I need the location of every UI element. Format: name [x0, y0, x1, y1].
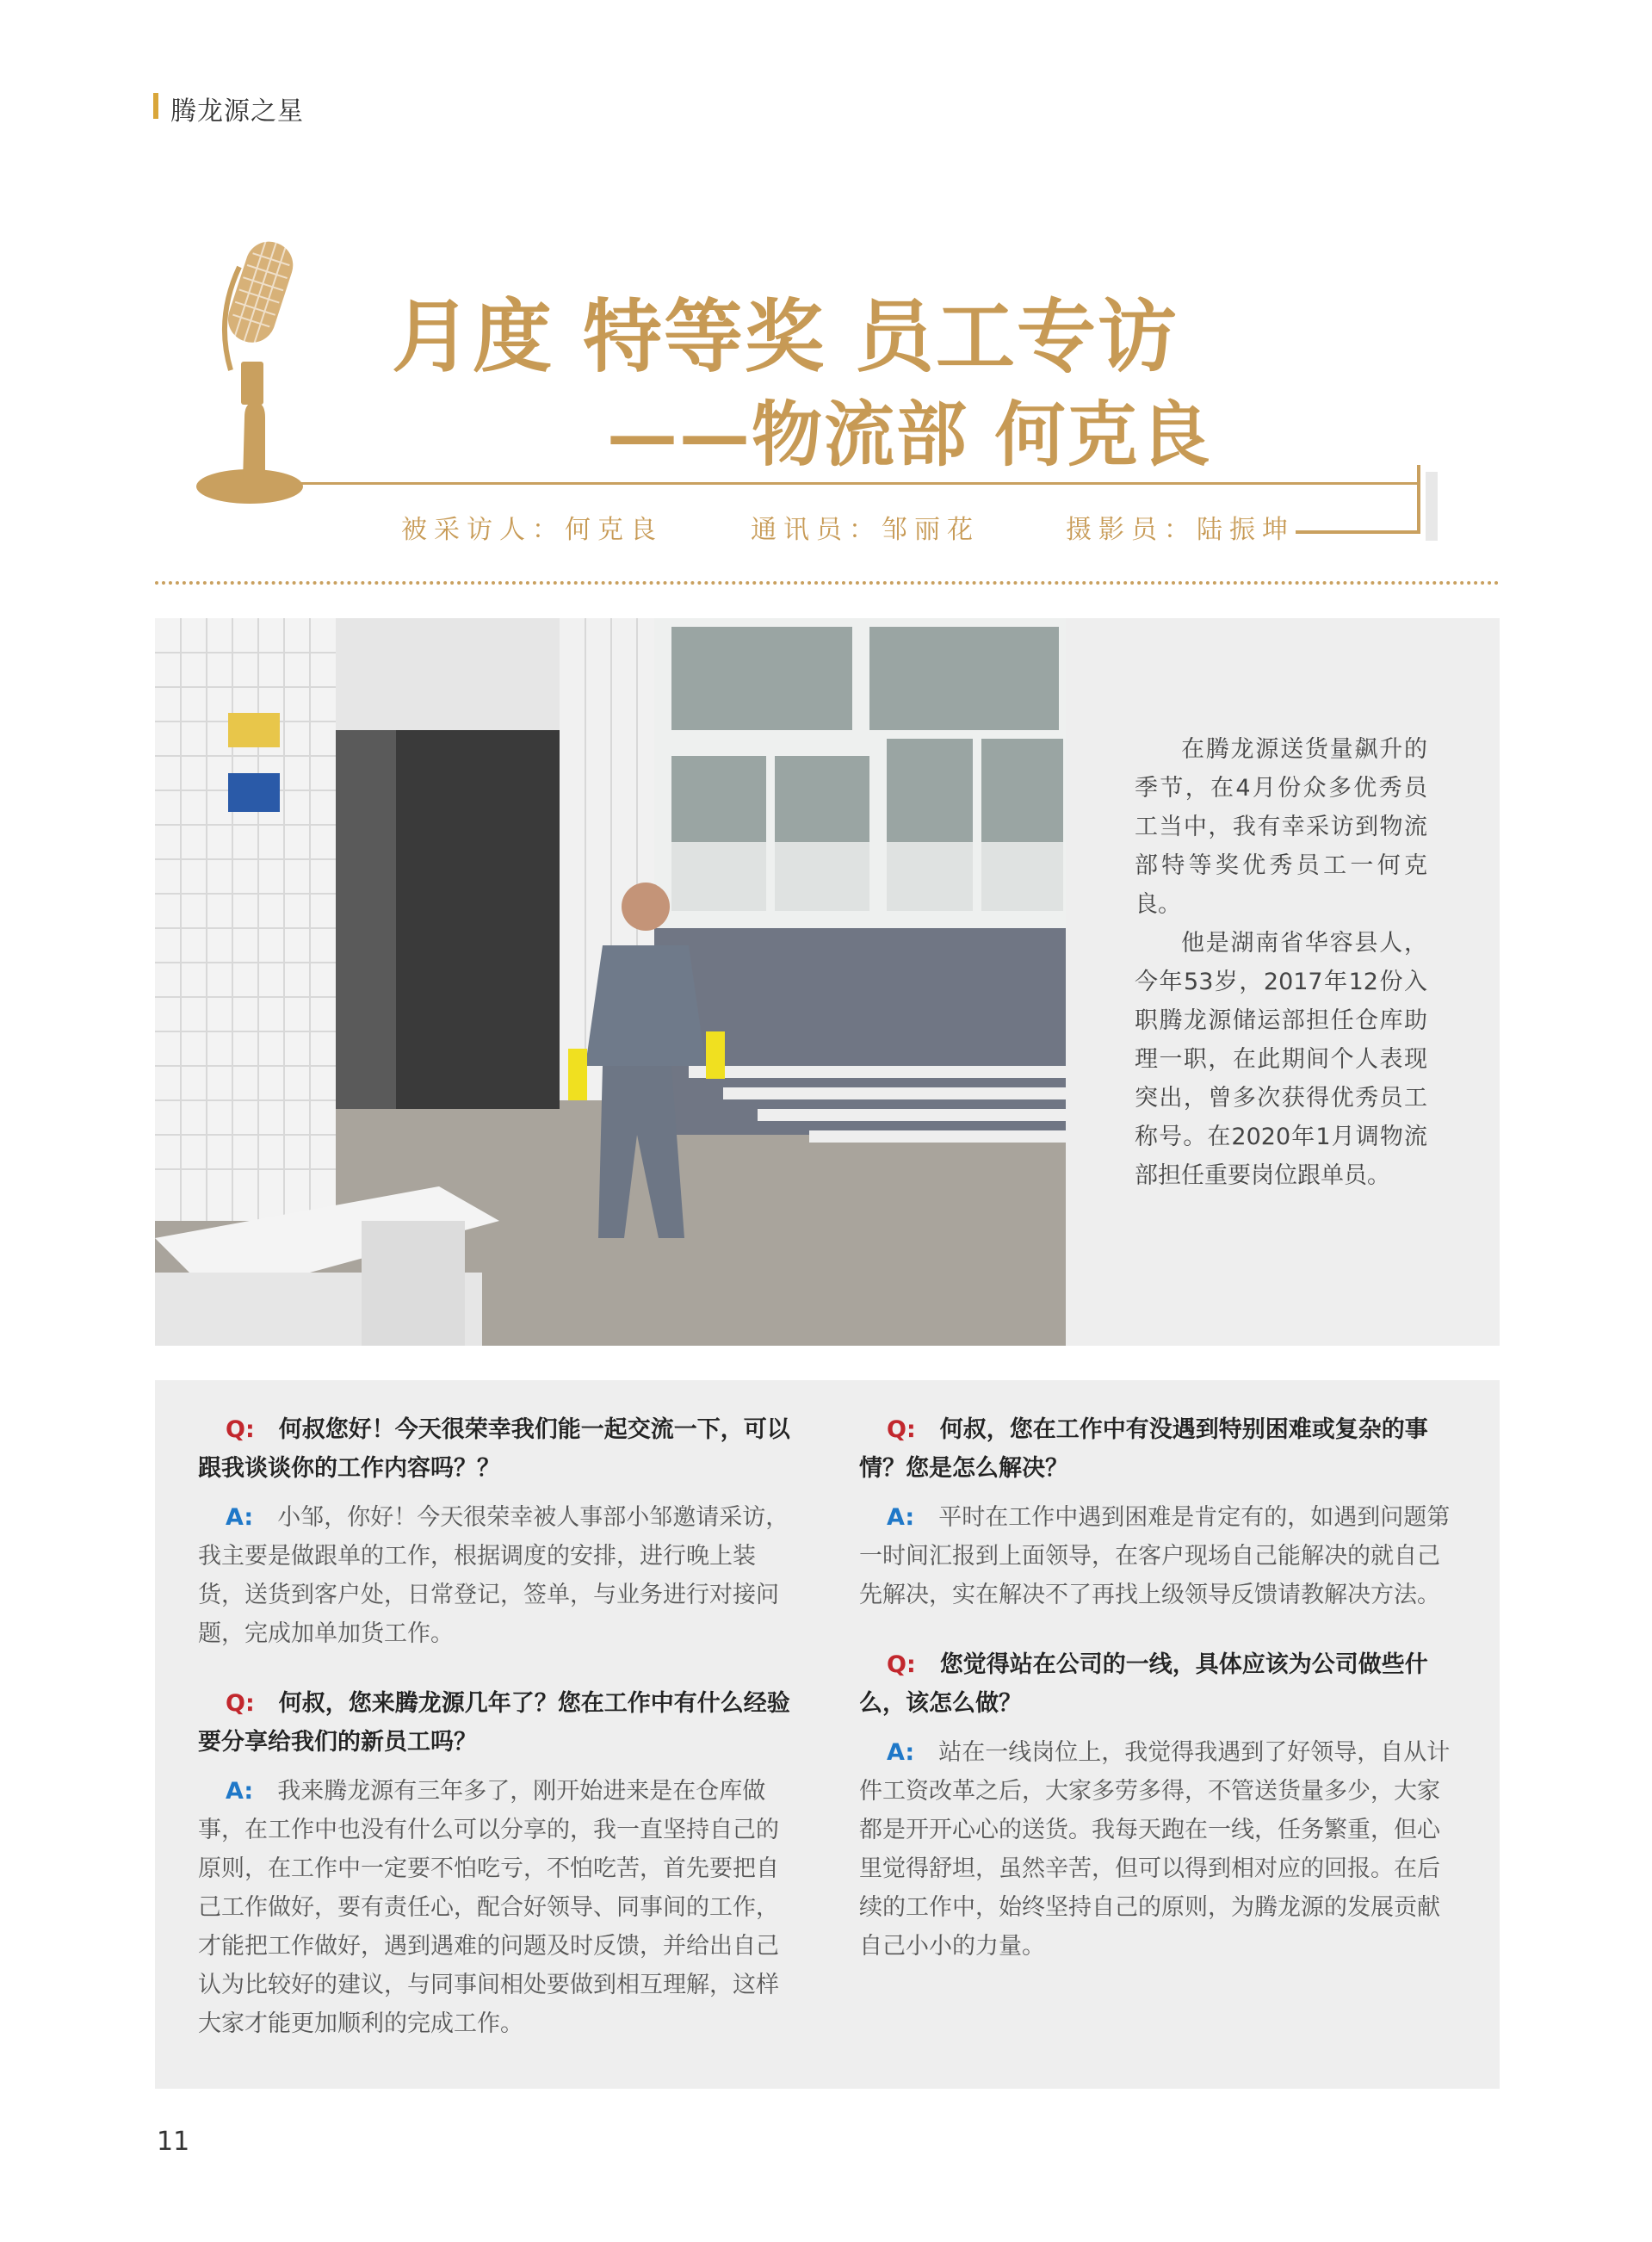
page-number: 11	[157, 2127, 190, 2157]
qa-item	[859, 1645, 1462, 1966]
dotted-divider	[155, 581, 1500, 585]
answer	[859, 1498, 1462, 1614]
question	[198, 1410, 801, 1488]
answer	[198, 1498, 801, 1653]
question-label: Q:	[887, 1416, 916, 1443]
article-subtitle: ——物流部 何克良	[607, 393, 1212, 476]
employee-photo	[155, 618, 1066, 1346]
answer-label: A:	[887, 1504, 915, 1531]
intro-paragraph: 在腾龙源送货量飙升的季节，在4月份众多优秀员工当中，我有幸采访到物流部特等奖优秀员工一何克良。	[1135, 736, 1427, 918]
question-text: 何叔，您在工作中有没遇到特别困难或复杂的事情？您是怎么解决？	[859, 1416, 1428, 1482]
question	[859, 1645, 1462, 1723]
title-underline	[301, 482, 1419, 485]
credit-photographer: 摄影员：陆振坤	[1066, 515, 1295, 545]
answer	[198, 1772, 801, 2043]
credit-reporter: 通讯员：邹丽花	[751, 515, 980, 545]
qa-item	[859, 1410, 1462, 1614]
frame-shadow	[1426, 472, 1438, 541]
section-marker	[153, 93, 158, 119]
question-label: Q:	[226, 1416, 255, 1443]
section-title: 腾龙源之星	[170, 96, 304, 127]
answer-label: A:	[226, 1778, 254, 1805]
answer	[859, 1733, 1462, 1966]
qa-column-left	[198, 1410, 801, 2074]
qa-column-right	[859, 1410, 1462, 1997]
intro-text	[1135, 730, 1427, 1195]
question-label: Q:	[226, 1690, 255, 1717]
answer-label: A:	[226, 1504, 254, 1531]
answer-label: A:	[887, 1739, 915, 1766]
question-text: 何叔您好！今天很荣幸我们能一起交流一下，可以跟我谈谈你的工作内容吗？？	[198, 1416, 790, 1482]
qa-item	[198, 1684, 801, 2043]
article-title: 月度 特等奖 员工专访	[392, 290, 1179, 383]
question-text: 何叔，您来腾龙源几年了？您在工作中有什么经验要分享给我们的新员工吗？	[198, 1690, 790, 1756]
intro-paragraph: 他是湖南省华容县人，今年53岁，2017年12份入职腾龙源储运部担任仓库助理一职，在此期间个人表现突出，曾多次获得优秀员工称号。在2020年1月调物流部担任重要岗位跟单员。	[1135, 930, 1427, 1189]
question	[198, 1684, 801, 1762]
answer-text: 小邹，你好！今天很荣幸被人事部小邹邀请采访，我主要是做跟单的工作，根据调度的安排，进行晚上装货，送货到客户处，日常登记，签单，与业务进行对接问题，完成加单加货工作。	[198, 1504, 789, 1647]
question-text: 您觉得站在公司的一线，具体应该为公司做些什么，该怎么做？	[859, 1651, 1428, 1717]
question-label: Q:	[887, 1651, 916, 1678]
microphone-icon	[189, 232, 319, 508]
qa-item	[198, 1410, 801, 1653]
frame-corner-horizontal	[1296, 530, 1420, 534]
credit-interviewee: 被采访人：何克良	[401, 515, 663, 545]
answer-text: 平时在工作中遇到困难是肯定有的，如遇到问题第一时间汇报到上面领导，在客户现场自己能解决的就自己先解决，实在解决不了再找上级领导反馈请教解决方法。	[859, 1504, 1451, 1608]
answer-text: 站在一线岗位上，我觉得我遇到了好领导，自从计件工资改革之后，大家多劳多得，不管送货量多少，大家都是开开心心的送货。我每天跑在一线，任务繁重，但心里觉得舒坦，虽然辛苦，但可以得到相对应的回报。在后续的工作中，始终坚持自己的原则，为腾龙源的发展贡献自己小小的力量。	[859, 1739, 1451, 1960]
question	[859, 1410, 1462, 1488]
frame-corner-vertical	[1417, 465, 1420, 534]
answer-text: 我来腾龙源有三年多了，刚开始进来是在仓库做事，在工作中也没有什么可以分享的，我一直坚持自己的原则，在工作中一定要不怕吃亏，不怕吃苦，首先要把自己工作做好，要有责任心，配合好领导、同事间的工作，才能把工作做好，遇到遇难的问题及时反馈，并给出自己认为比较好的建议，与同事间相处要做到相互理解，这样大家才能更加顺利的完成工作。	[198, 1778, 779, 2037]
